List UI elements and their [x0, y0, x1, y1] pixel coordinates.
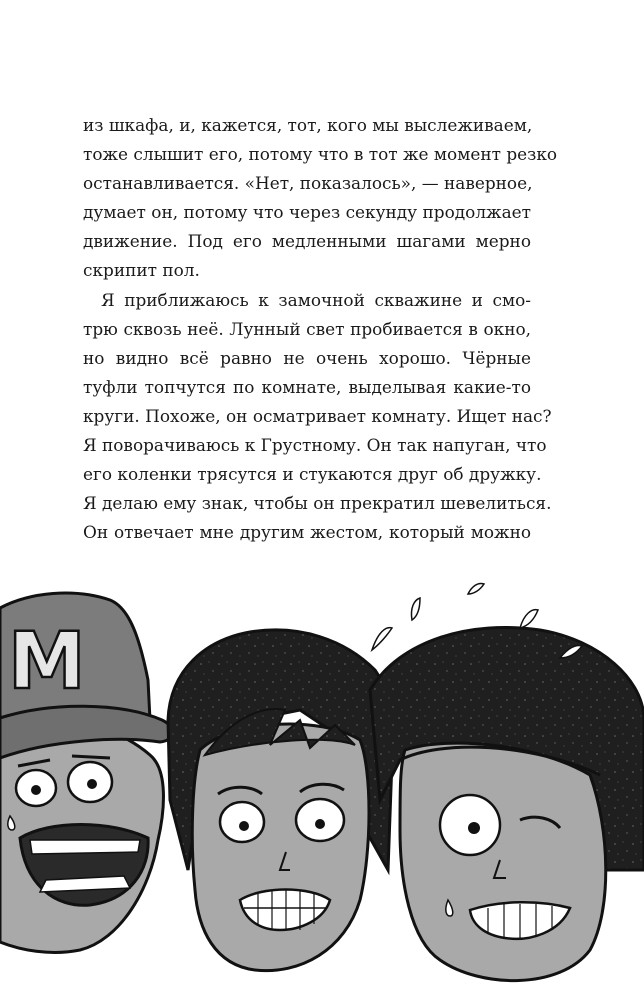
body-text: [83, 111, 558, 547]
text-line: трю сквозь неё. Лунный свет пробивается в окно,: [83, 318, 531, 339]
text-line: туфли топчутся по комнате, выделывая какие-то: [83, 376, 531, 397]
text-line: останавливается. «Нет, показалось», — наверное,: [83, 173, 533, 194]
text-line: но видно всё равно не очень хорошо. Чёрные: [83, 347, 531, 368]
cap-letter: М: [8, 617, 86, 707]
text-line: из шкафа, и, кажется, тот, кого мы выслеживаем,: [83, 115, 533, 135]
text-line: думает он, потому что через секунду продолжает: [83, 202, 531, 223]
three-scared-kids-illustration: [0, 570, 644, 1000]
bowl-cut-kid-figure: [370, 628, 644, 981]
text-line: Я поворачиваюсь к Грустному. Он так напуган, что: [83, 435, 547, 456]
text-line: Он отвечает мне другим жестом, который можно: [83, 522, 531, 543]
text-line: круги. Похоже, он осматривает комнату. Ищет нас?: [83, 405, 552, 426]
text-line: Я делаю ему знак, чтобы он прекратил шевелиться.: [83, 493, 552, 514]
bowl-cut-face: [400, 743, 606, 980]
boy-with-cap-figure: [0, 593, 173, 952]
text-line: движение. Под его медленными шагами мерно: [83, 231, 531, 252]
text-line: Я приближаюсь к замочной скважине и смо-: [101, 289, 531, 310]
text-line: скрипит пол.: [83, 260, 200, 281]
text-line: его коленки трясутся и стукаются друг об дружку.: [83, 464, 542, 485]
girl-figure: [168, 630, 392, 971]
girl-face: [192, 724, 369, 971]
text-line: тоже слышит его, потому что в тот же момент резко: [83, 144, 558, 165]
